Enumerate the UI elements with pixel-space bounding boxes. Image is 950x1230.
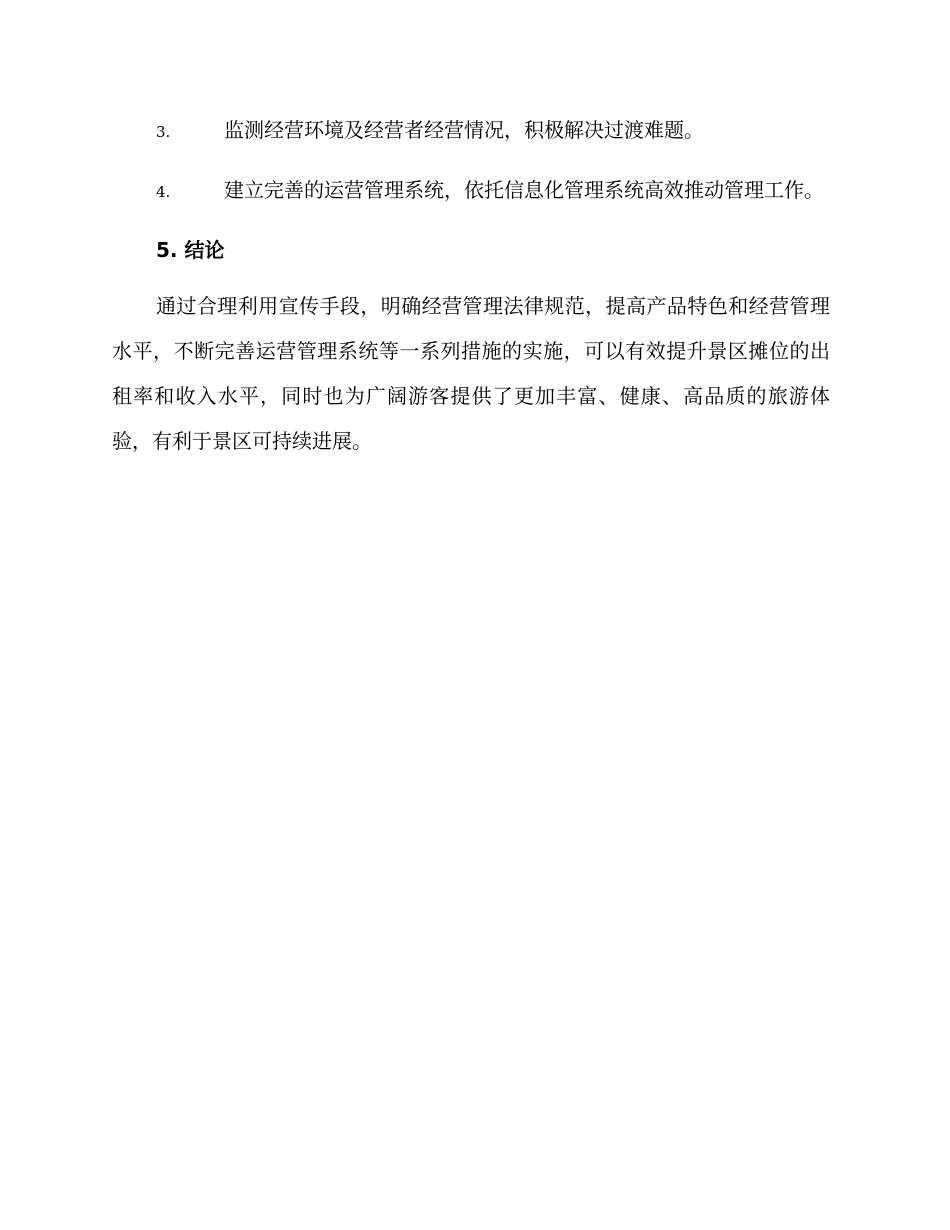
conclusion-paragraph: 通过合理利用宣传手段，明确经营管理法律规范，提高产品特色和经营管理水平，不断完善运营管理系统等一系列措施的实施，可以有效提升景区摊位的出租率和收入水平，同时也为广阔游客提供了更加丰富、健康、高品质的旅游体验，有利于景区可持续进展。 bbox=[112, 294, 830, 453]
list-item-number: 4. bbox=[156, 183, 171, 201]
section-heading: 5. 结论 bbox=[156, 238, 225, 262]
list-item-number: 3. bbox=[156, 123, 171, 141]
list-item-text: 建立完善的运营管理系统，依托信息化管理系统高效推动管理工作。 bbox=[224, 178, 824, 202]
list-item bbox=[112, 108, 830, 154]
list-item bbox=[112, 168, 830, 214]
document-body bbox=[112, 108, 830, 464]
list-item-text: 监测经营环境及经营者经营情况，积极解决过渡难题。 bbox=[224, 118, 704, 142]
